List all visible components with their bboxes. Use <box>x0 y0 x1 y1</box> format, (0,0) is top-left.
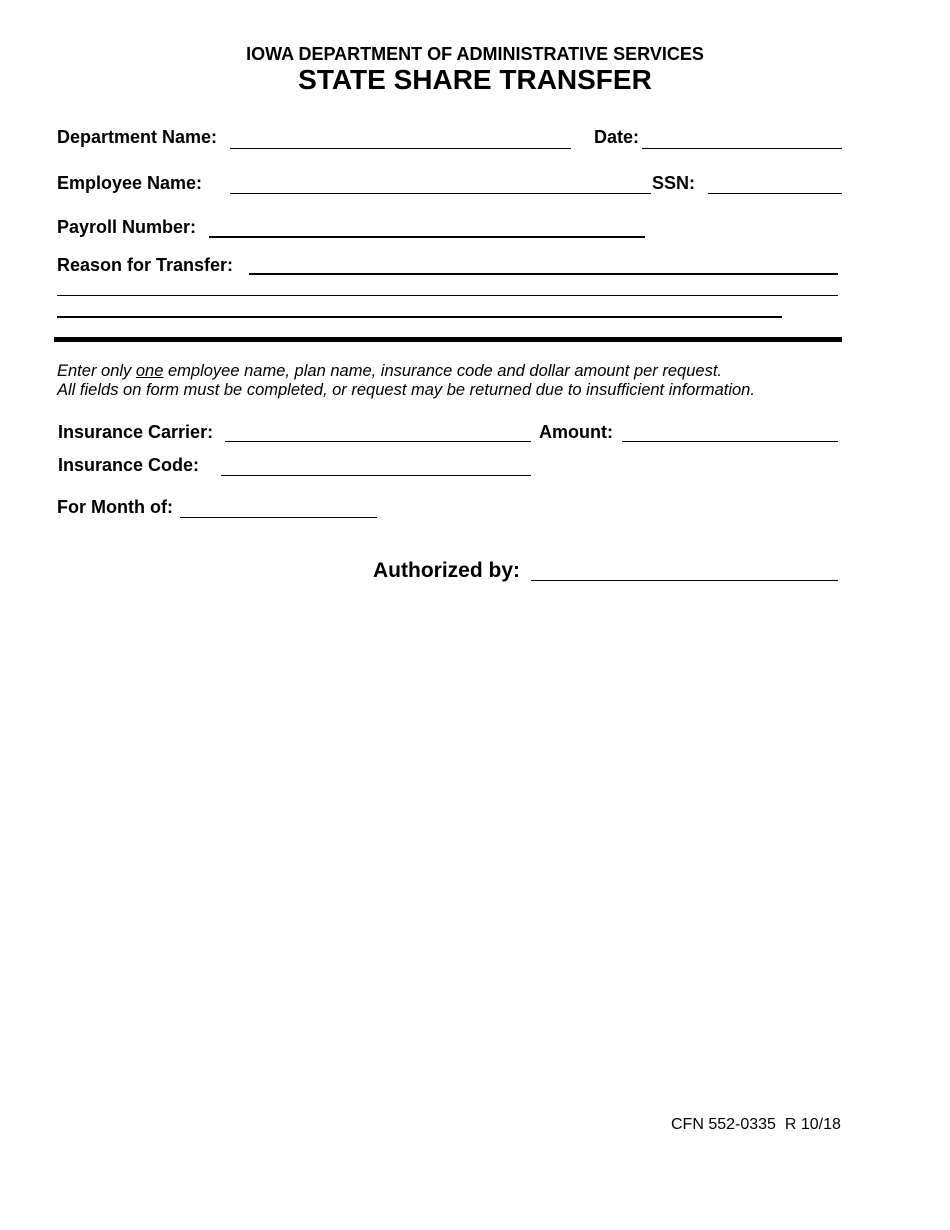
section-divider <box>54 337 842 342</box>
for-month-of-field[interactable] <box>180 517 377 518</box>
date-field[interactable] <box>642 148 842 149</box>
reason-for-transfer-label: Reason for Transfer: <box>57 255 234 275</box>
reason-for-transfer-line-3[interactable] <box>57 316 782 318</box>
agency-name: IOWA DEPARTMENT OF ADMINISTRATIVE SERVICES <box>246 44 704 64</box>
employee-name-label: Employee Name: <box>57 173 203 193</box>
instructions-line-1-start: Enter only <box>57 362 136 380</box>
employee-name-field[interactable] <box>230 193 651 194</box>
amount-field[interactable] <box>622 441 838 442</box>
instructions-line-1-end: employee name, plan name, insurance code and dollar amount per request. <box>163 362 722 380</box>
department-name-field[interactable] <box>230 148 571 149</box>
payroll-number-field[interactable] <box>209 236 645 238</box>
payroll-number-label: Payroll Number: <box>57 217 197 237</box>
ssn-label: SSN: <box>652 173 696 193</box>
insurance-code-label: Insurance Code: <box>58 455 200 475</box>
instructions <box>57 362 755 400</box>
ssn-field[interactable] <box>708 193 842 194</box>
reason-for-transfer-line-2[interactable] <box>57 295 838 296</box>
for-month-of-label: For Month of: <box>57 497 173 517</box>
insurance-code-field[interactable] <box>221 475 531 476</box>
reason-for-transfer-field[interactable] <box>249 273 838 275</box>
authorized-by-field[interactable] <box>531 580 838 581</box>
department-name-label: Department Name: <box>57 127 218 147</box>
instructions-line-2: All fields on form must be completed, or request may be returned due to insufficient information. <box>57 381 755 399</box>
insurance-carrier-label: Insurance Carrier: <box>58 422 214 442</box>
instructions-emphasis: one <box>135 362 164 380</box>
form-title: STATE SHARE TRANSFER <box>298 64 652 95</box>
insurance-carrier-field[interactable] <box>225 441 531 442</box>
authorized-by-label: Authorized by: <box>373 559 520 582</box>
instructions-line-1 <box>57 362 755 381</box>
amount-label: Amount: <box>539 422 613 442</box>
date-label: Date: <box>594 127 640 147</box>
form-number: CFN 552-0335 R 10/18 <box>671 1116 841 1133</box>
